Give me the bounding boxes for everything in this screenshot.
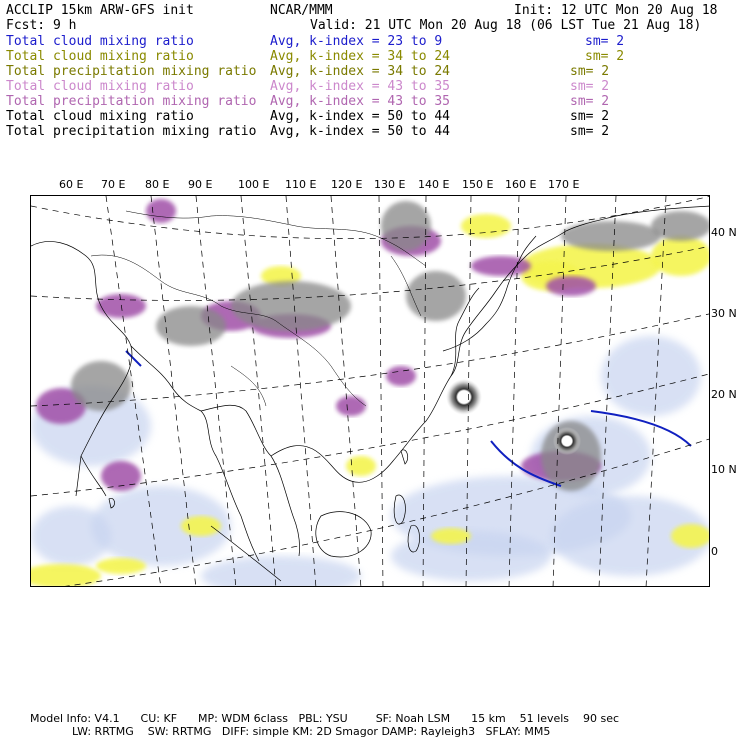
lon-label: 60 E	[59, 178, 84, 191]
cloud-blob	[561, 221, 661, 251]
lat-label: 20 N	[711, 388, 737, 401]
lon-label: 160 E	[505, 178, 537, 191]
cloud-blob	[386, 366, 416, 386]
legend-k-index: Avg, k-index = 43 to 35	[270, 94, 451, 109]
legend-k-index: Avg, k-index = 50 to 44	[270, 109, 451, 124]
header-row-1	[0, 3, 740, 18]
lat-label: 0	[711, 545, 718, 558]
cloud-blob	[671, 524, 710, 548]
cloud-blob	[406, 271, 466, 321]
legend-field-name: Total cloud mixing ratio	[6, 109, 194, 124]
legend-row	[0, 79, 740, 94]
cloud-blob	[391, 531, 551, 581]
lon-label: 130 E	[374, 178, 406, 191]
legend-smoothing: sm= 2	[585, 49, 625, 64]
cloud-blob	[31, 506, 111, 566]
cloud-blob	[471, 256, 531, 276]
lon-label: 100 E	[238, 178, 270, 191]
cloud-blob	[101, 461, 141, 491]
model-title: ACCLIP 15km ARW-GFS init	[6, 3, 194, 18]
legend-smoothing: sm= 2	[585, 34, 625, 49]
legend-field-name: Total precipitation mixing ratio	[6, 94, 257, 109]
cloud-blob	[336, 396, 366, 416]
cloud-blob	[431, 528, 471, 544]
legend-smoothing: sm= 2	[570, 64, 610, 79]
model-info-line: Model Info: V4.1 CU: KF MP: WDM 6class PBL: YSU SF: Noah LSM 15 km 51 levels 90 sec	[30, 712, 620, 725]
legend-row	[0, 94, 740, 109]
legend-smoothing: sm= 2	[570, 109, 610, 124]
lon-label: 170 E	[548, 178, 580, 191]
cloud-blob	[146, 199, 176, 223]
cloud-blob	[96, 294, 146, 318]
map-canvas	[31, 196, 710, 587]
lon-label: 80 E	[145, 178, 170, 191]
cloud-blob	[651, 211, 710, 241]
cloud-blob	[601, 336, 701, 416]
typhoon-eye	[446, 379, 482, 415]
lon-label: 110 E	[285, 178, 317, 191]
lat-label: 40 N	[711, 226, 737, 239]
physics-info-line: LW: RRTMG SW: RRTMG DIFF: simple KM: 2D Smagor DAMP: Rayleigh3 SFLAY: MM5	[72, 725, 551, 738]
legend-field-name: Total precipitation mixing ratio	[6, 64, 257, 79]
forecast-hour: Fcst: 9 h	[6, 18, 77, 33]
header-row-2	[0, 18, 740, 33]
legend-field-name: Total cloud mixing ratio	[6, 49, 194, 64]
lon-label: 120 E	[331, 178, 363, 191]
cloud-blob	[346, 456, 376, 476]
legend-smoothing: sm= 2	[570, 94, 610, 109]
legend-k-index: Avg, k-index = 34 to 24	[270, 64, 451, 79]
legend-row	[0, 109, 740, 124]
org-label: NCAR/MMM	[270, 3, 333, 18]
legend-row	[0, 49, 740, 64]
legend-k-index: Avg, k-index = 43 to 35	[270, 79, 451, 94]
cloud-blob	[181, 516, 221, 536]
init-time: Init: 12 UTC Mon 20 Aug 18	[514, 3, 718, 18]
lat-label: 30 N	[711, 307, 737, 320]
cloud-blob	[381, 201, 431, 251]
cloud-blob	[31, 564, 101, 587]
legend-smoothing: sm= 2	[570, 79, 610, 94]
legend-k-index: Avg, k-index = 23 to 9	[270, 34, 443, 49]
legend-row	[0, 124, 740, 139]
legend-row	[0, 64, 740, 79]
lon-label: 140 E	[418, 178, 450, 191]
map-panel	[30, 195, 710, 587]
valid-time: Valid: 21 UTC Mon 20 Aug 18 (06 LST Tue 21 Aug 18)	[310, 18, 702, 33]
legend-row	[0, 34, 740, 49]
legend-field-name: Total cloud mixing ratio	[6, 34, 194, 49]
cloud-blob	[156, 306, 226, 346]
legend-k-index: Avg, k-index = 50 to 44	[270, 124, 451, 139]
lon-label: 90 E	[188, 178, 213, 191]
legend-smoothing: sm= 2	[570, 124, 610, 139]
lon-label: 150 E	[462, 178, 494, 191]
cloud-blob	[201, 556, 361, 587]
legend-k-index: Avg, k-index = 34 to 24	[270, 49, 451, 64]
legend-field-name: Total precipitation mixing ratio	[6, 124, 257, 139]
lon-label: 70 E	[101, 178, 126, 191]
lat-label: 10 N	[711, 463, 737, 476]
cloud-blob	[461, 214, 511, 238]
cloud-blob	[96, 558, 146, 574]
cloud-blob	[546, 276, 596, 296]
legend-field-name: Total cloud mixing ratio	[6, 79, 194, 94]
